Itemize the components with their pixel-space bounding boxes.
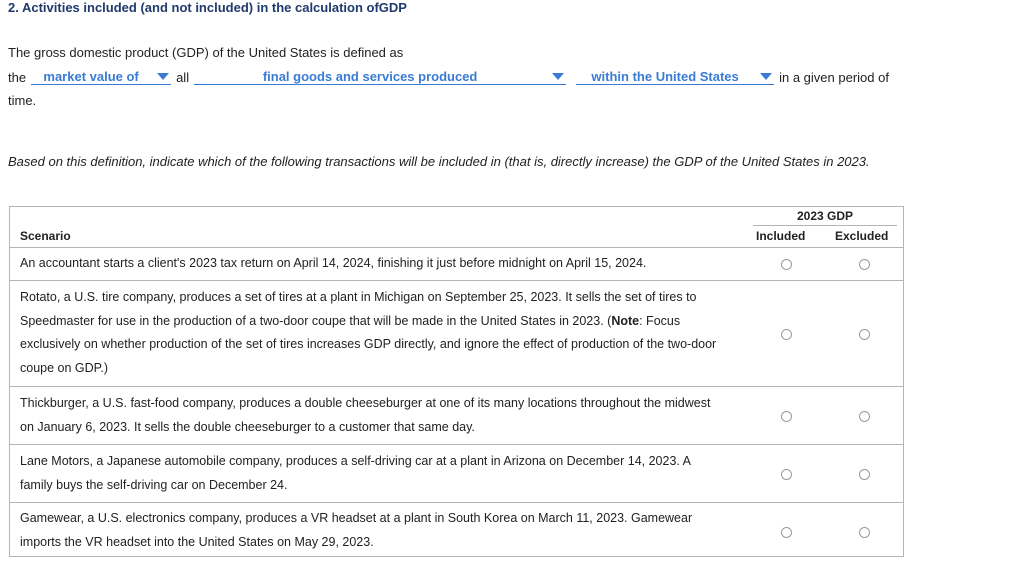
table-row — [10, 387, 903, 445]
chevron-down-icon — [760, 73, 772, 80]
excluded-radio[interactable] — [859, 527, 870, 538]
note-label: Note — [611, 313, 640, 328]
scenario-text: Lane Motors, a Japanese automobile company, produces a self-driving car at a plant in Arizona on December 14, 2023. A family buys the self-driving car on December 24. — [20, 454, 691, 492]
included-radio[interactable] — [781, 527, 792, 538]
included-radio[interactable] — [781, 411, 792, 422]
table-row — [10, 247, 903, 281]
excluded-radio[interactable] — [859, 329, 870, 340]
excluded-radio[interactable] — [859, 469, 870, 480]
definition-intro: The gross domestic product (GDP) of the United States is defined as — [8, 45, 404, 60]
question-title: 2. Activities included (and not included) in the calculation ofGDP — [8, 0, 407, 15]
definition-sentence — [8, 68, 889, 85]
scenario-text: Gamewear, a U.S. electronics company, produces a VR headset at a plant in South Korea on March 11, 2023. Gamewear imports the VR headset into the United States on May 29, 2023. — [20, 511, 693, 549]
scenario-text-part: : Focus exclusively on whether production of the set of tires increases GDP directly, and ignore the effect of production of the two-door coupe on GDP.) — [20, 313, 717, 375]
included-header: Included — [756, 229, 806, 243]
location-dropdown[interactable] — [576, 68, 774, 85]
table-header — [10, 207, 903, 248]
scenario-text: Thickburger, a U.S. fast-food company, produces a double cheeseburger at one of its many locations throughout the midwest on January 6, 2023. It sells the double cheeseburger to a customer that same day. — [20, 396, 711, 434]
included-radio[interactable] — [781, 329, 792, 340]
dropdown-value: within the United States — [591, 68, 739, 84]
chevron-down-icon — [552, 73, 564, 80]
chevron-down-icon — [157, 73, 169, 80]
dropdown-value: market value of — [43, 68, 139, 84]
goods-services-dropdown[interactable] — [194, 68, 566, 85]
all-word: all — [176, 70, 190, 85]
excluded-radio[interactable] — [859, 259, 870, 270]
excluded-radio[interactable] — [859, 411, 870, 422]
scenario-text: An accountant starts a client's 2023 tax return on April 14, 2024, finishing it just before midnight on April 15, 2024. — [20, 256, 647, 270]
included-radio[interactable] — [781, 259, 792, 270]
market-value-dropdown[interactable] — [31, 68, 171, 85]
instruction-text: Based on this definition, indicate which of the following transactions will be included in (that is, directly increase) the GDP of the United States in 2023. — [8, 154, 870, 169]
included-radio[interactable] — [781, 469, 792, 480]
the-word: the — [8, 70, 27, 85]
excluded-header: Excluded — [835, 229, 889, 243]
time-text: time. — [8, 93, 37, 108]
period-text: in a given period of — [779, 70, 889, 85]
scenario-header: Scenario — [20, 229, 71, 243]
gdp-table — [9, 206, 904, 557]
table-row — [10, 281, 903, 387]
table-row — [10, 445, 903, 503]
scenario-text — [20, 286, 720, 380]
table-row — [10, 503, 903, 558]
dropdown-value: final goods and services produced — [262, 68, 478, 84]
gdp-group-header: 2023 GDP — [753, 209, 897, 226]
scenario-text-part: Rotato, a U.S. tire company, produces a set of tires at a plant in Michigan on September 25, 2023. It sells the set of tires to Speedmaster for use in the production of a two-door coupe that will be made in the United States in 2023. ( — [20, 290, 697, 328]
